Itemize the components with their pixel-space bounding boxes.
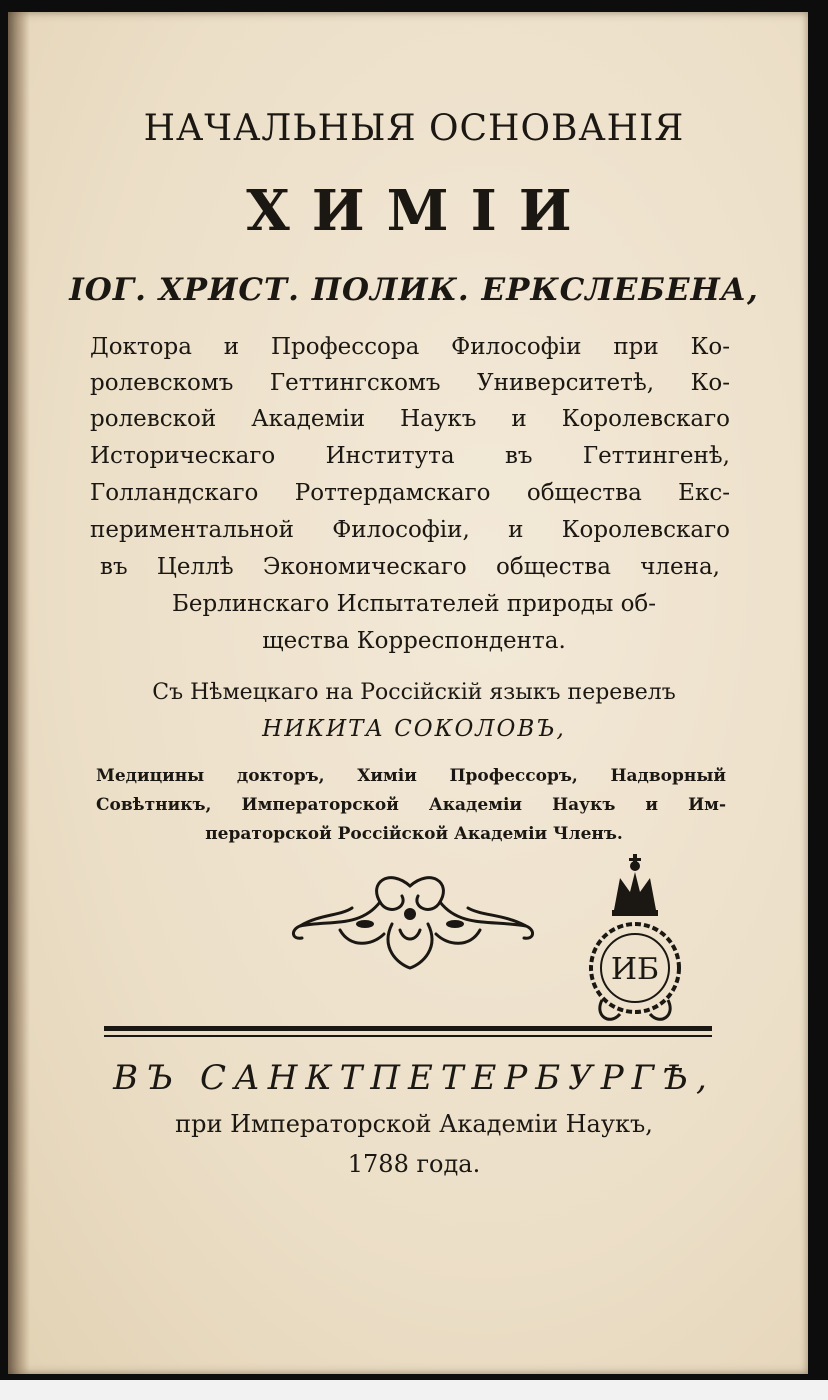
author-title-line: Историческаго Института въ Геттингенѣ, [90, 443, 730, 469]
author-title-line: Голландскаго Роттердамскаго общества Екс- [90, 480, 730, 506]
author-title-line: ролевскомъ Геттингскомъ Университетѣ, Ко- [90, 370, 730, 396]
divider-rule-thick [104, 1026, 712, 1031]
author-title-line: ролевской Академіи Наукъ и Королевскаго [90, 406, 730, 432]
imprint-city: ВЪ САНКТПЕТЕРБУРГѢ, [113, 1058, 715, 1098]
author-title-line: периментальной Философіи, и Королевскаго [90, 517, 730, 543]
author-title-line: Доктора и Профессора Философіи при Ко- [90, 334, 730, 360]
translator-title-line: Совѣтникъ, Императорской Академіи Наукъ и Им- [96, 795, 726, 815]
author-name: ІОГ. ХРИСТ. ПОЛИК. ЕРКСЛЕБЕНА, [69, 272, 759, 308]
divider-rule-thin [104, 1035, 712, 1037]
ornament-icon [280, 868, 540, 978]
book-subject: ХИМІИ [246, 178, 594, 244]
seal-monogram: ИБ [610, 952, 660, 987]
translator-name: НИКИТА СОКОЛОВЪ, [262, 716, 566, 742]
imprint-publisher: при Императорской Академіи Наукъ, [175, 1110, 653, 1138]
book-title: НАЧАЛЬНЫЯ ОСНОВАНІЯ [143, 108, 685, 149]
author-title-line: въ Целлѣ Экономическаго общества члена, [100, 554, 720, 580]
author-title-line: Берлинскаго Испытателей природы об- [171, 591, 657, 617]
translator-title-line: ператорской Россійской Академіи Членъ. [205, 824, 623, 844]
translator-title-line: Медицины докторъ, Химіи Профессоръ, Надворный [96, 766, 726, 786]
translation-note: Съ Нѣмецкаго на Россійскій языкъ перевелъ [152, 680, 676, 705]
author-title-line: щества Корреспондента. [262, 628, 566, 654]
crown-seal-icon [580, 850, 690, 1030]
imprint-year: 1788 года. [347, 1150, 481, 1178]
imperial-seal [580, 850, 690, 1030]
